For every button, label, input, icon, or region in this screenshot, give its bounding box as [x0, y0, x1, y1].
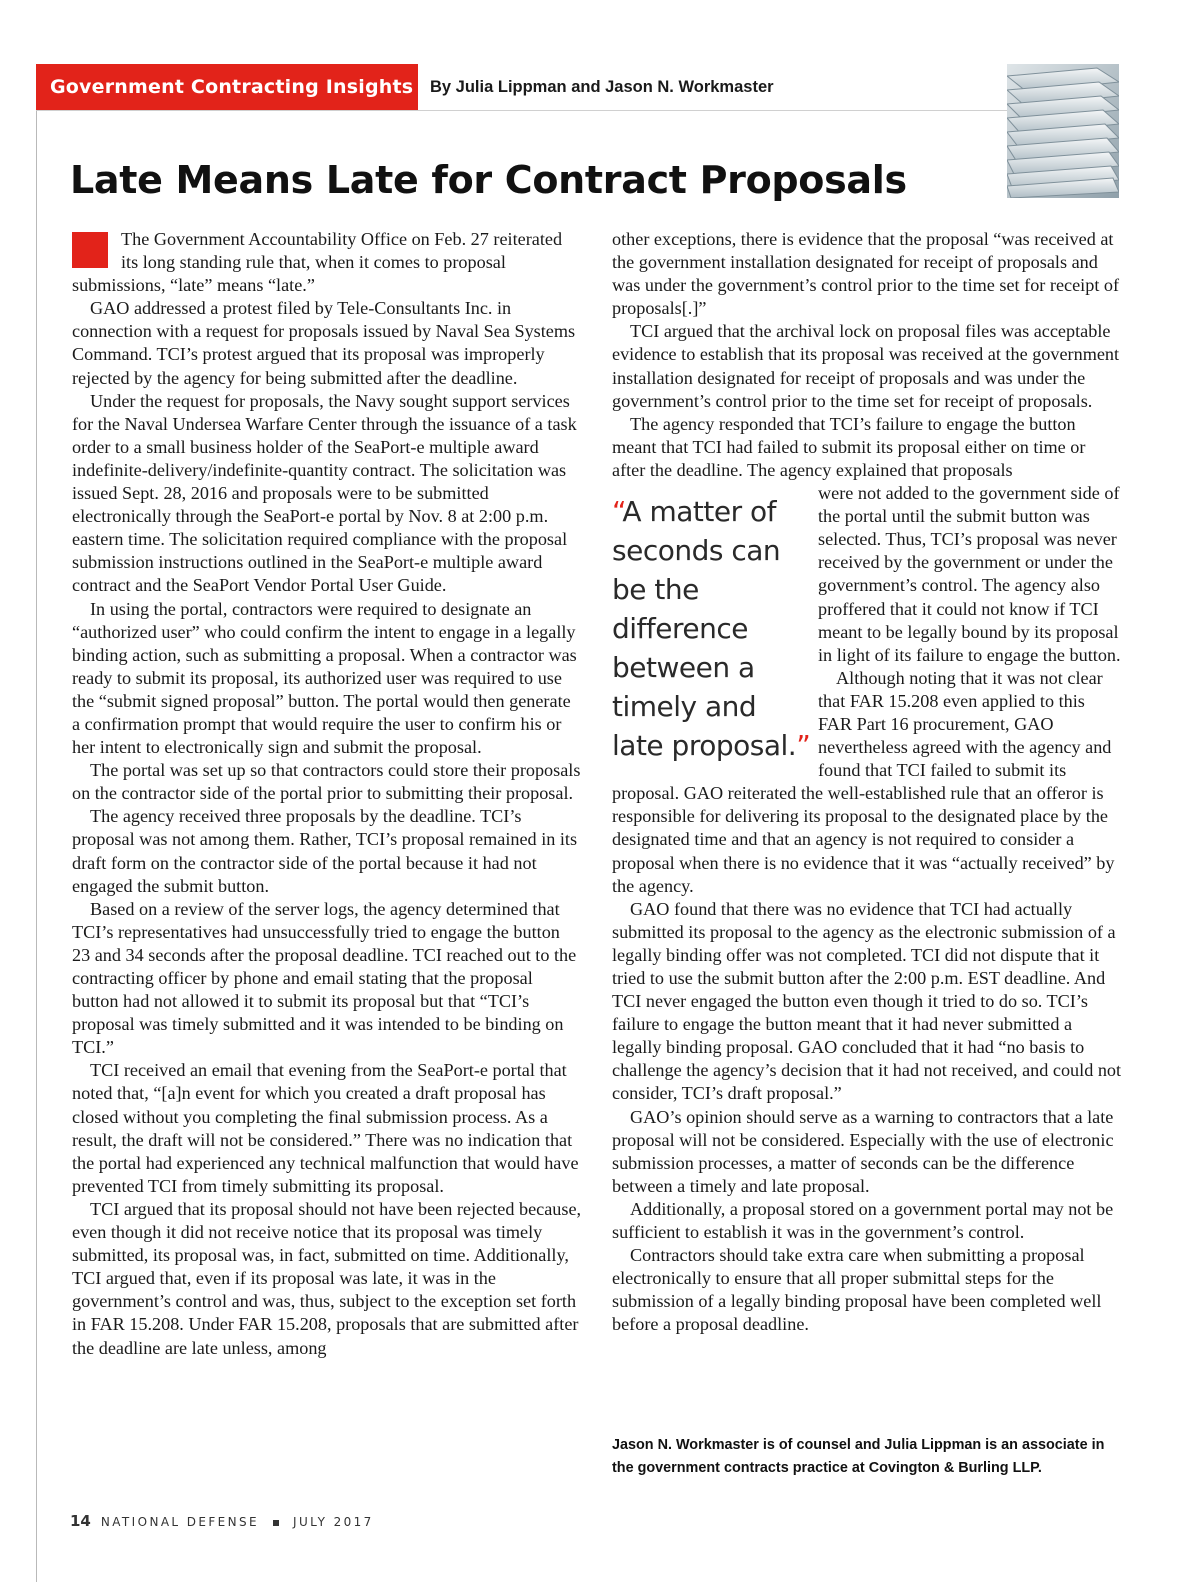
paragraph: GAO found that there was no evidence that TCI had actually submitted its proposal to the agency as the electronic submission of a legally binding offer was not completed. TCI did not dispute that it tried to use the submit button after the 2:00 p.m. EST deadline. And TCI never engaged the button even though it tried to do so. TCI’s failure to engage the button meant that it had never submitted a legally binding proposal. GAO concluded that it had “no basis to challenge the agency’s decision that it had not received, and could not consider, TCI’s draft proposal.”: [612, 898, 1122, 1104]
left-column: [72, 228, 582, 1360]
byline: By Julia Lippman and Jason N. Workmaster: [430, 78, 774, 96]
paragraph: TCI argued that the archival lock on proposal files was acceptable evidence to establish that its proposal was received at the government installation designated for receipt of proposals and was under the government’s control prior to the time set for receipt of proposals.: [612, 321, 1120, 411]
page-left-rule: [36, 64, 37, 1582]
header-divider: [36, 110, 1008, 111]
paragraph: [72, 228, 582, 297]
red-square-marker: [72, 232, 108, 268]
paragraph: TCI argued that its proposal should not have been rejected because, even though it did not receive notice that its proposal was timely submitted, its proposal was, in fact, submitted on time. Additionally, TCI argued that, even if its proposal was late, it was in the government’s control and was, thus, subject to the exception set forth in FAR 15.208. Under FAR 15.208, proposals that are submitted after the deadline are late unless, among: [72, 1198, 582, 1358]
open-quote-mark: “: [612, 495, 623, 529]
magazine-name: NATIONAL DEFENSE: [100, 1515, 260, 1529]
issue-date: JULY 2017: [293, 1515, 374, 1529]
paragraph: GAO’s opinion should serve as a warning to contractors that a late proposal will not be considered. Especially with the use of electronic submission processes, a matter of seconds can be the difference between a timely and late proposal.: [612, 1106, 1114, 1196]
paragraph: The agency received three proposals by the deadline. TCI’s proposal was not among them. Rather, TCI’s proposal remained in its draft form on the contractor side of the portal because it had not engaged the submit button.: [72, 806, 578, 896]
section-label: Government Contracting Insights: [36, 64, 418, 110]
paragraph: other exceptions, there is evidence that the proposal “was received at the government installation designated for receipt of proposals and was under the government’s control prior to the time set for receipt of proposals[.]”: [612, 229, 1120, 319]
paragraph: TCI received an email that evening from the SeaPort-e portal that noted that, “[a]n event for which you created a draft proposal has closed without you completing the final submission process. As a result, the draft will not be considered.” There was no indication that the portal had experienced any technical malfunction that would have prevented TCI from timely submitting its proposal.: [72, 1060, 579, 1196]
article-title: Late Means Late for Contract Proposals: [70, 158, 907, 202]
pull-quote-text: A matter of seconds can be the difference between a timely and late proposal.: [612, 495, 797, 763]
paragraph: Under the request for proposals, the Navy sought support services for the Naval Undersea Warfare Center through the issuance of a task order to a small business holder of the SeaPort-e multiple award indefinite-delivery/indefinite-quantity contract. The solicitation was issued Sept. 28, 2016 and proposals were to be submitted electronically through the SeaPort-e portal by Nov. 8 at 2:00 p.m. eastern time. The solicitation required compliance with the proposal submission instructions outlined in the SeaPort-e multiple award contract and the SeaPort Vendor Portal User Guide.: [72, 390, 577, 596]
footer-separator: [273, 1520, 279, 1526]
paragraph: In using the portal, contractors were required to designate an “authorized user” who could confirm the intent to engage in a legally binding action, such as submitting a proposal. When a contractor was ready to submit its proposal, its authorized user was required to use the “submit signed proposal” button. The portal would then generate a confirmation prompt that would require the user to confirm his or her intent to electronically sign and submit the proposal.: [72, 598, 577, 758]
paragraph: were not added to the government side of the portal until the submit button was selected. Thus, TCI’s proposal was never received by the government or under the government’s control. The agency also proffered that it could not know if TCI meant to be legally bound by its proposal in light of its failure to engage the button.: [818, 483, 1121, 665]
paragraph: Based on a review of the server logs, the agency determined that TCI’s representatives had unsuccessfully tried to engage the button 23 and 34 seconds after the proposal deadline. TCI reached out to the contracting officer by phone and email stating that the proposal button had not allowed it to submit its proposal but that “TCI’s proposal was timely submitted and it was intended to be binding on TCI.”: [72, 898, 577, 1058]
paragraph: GAO addressed a protest filed by Tele-Consultants Inc. in connection with a request for proposals issued by Naval Sea Systems Command. TCI’s protest argued that its proposal was improperly rejected by the agency for being submitted after the deadline.: [72, 298, 576, 388]
paragraph: Contractors should take extra care when submitting a proposal electronically to ensure that all proper submittal steps for the submission of a legally binding proposal have been completed well before a proposal deadline.: [612, 1245, 1102, 1335]
author-bio: Jason N. Workmaster is of counsel and Julia Lippman is an associate in the government contracts practice at Covington & Burling LLP.: [612, 1437, 1105, 1476]
stacked-papers-photo: [1007, 64, 1119, 198]
page-number: 14: [70, 1512, 91, 1530]
paragraph-text: The Government Accountability Office on Feb. 27 reiterated its long standing rule that, when it comes to proposal submissions, “late” means “late.”: [72, 229, 563, 296]
pull-quote: [612, 492, 812, 765]
pull-quote-wrap: [612, 482, 1122, 898]
paragraph: The portal was set up so that contractors could store their proposals on the contractor side of the portal prior to submitting their proposal.: [72, 760, 581, 804]
right-column: [612, 228, 1122, 1337]
paragraph: Although noting that it was not clear that FAR 15.208 even applied to this FAR Part 16 procurement, GAO nevertheless agreed with the agency and found that TCI failed to submit its proposal. GAO reiterated the well-established rule that an offeror is responsible for delivering its proposal to the designated place by the designated time and that an agency is not required to consider a proposal when there is no evidence that it was “actually received” by the agency.: [612, 667, 1115, 896]
paragraph: The agency responded that TCI’s failure to engage the button meant that TCI had failed to submit its proposal either on time or after the deadline. The agency explained that proposals: [612, 413, 1086, 480]
page-footer: [70, 1512, 374, 1530]
close-quote-mark: ”: [796, 729, 811, 763]
paragraph: Additionally, a proposal stored on a government portal may not be sufficient to establish it was in the government’s control.: [612, 1198, 1114, 1243]
